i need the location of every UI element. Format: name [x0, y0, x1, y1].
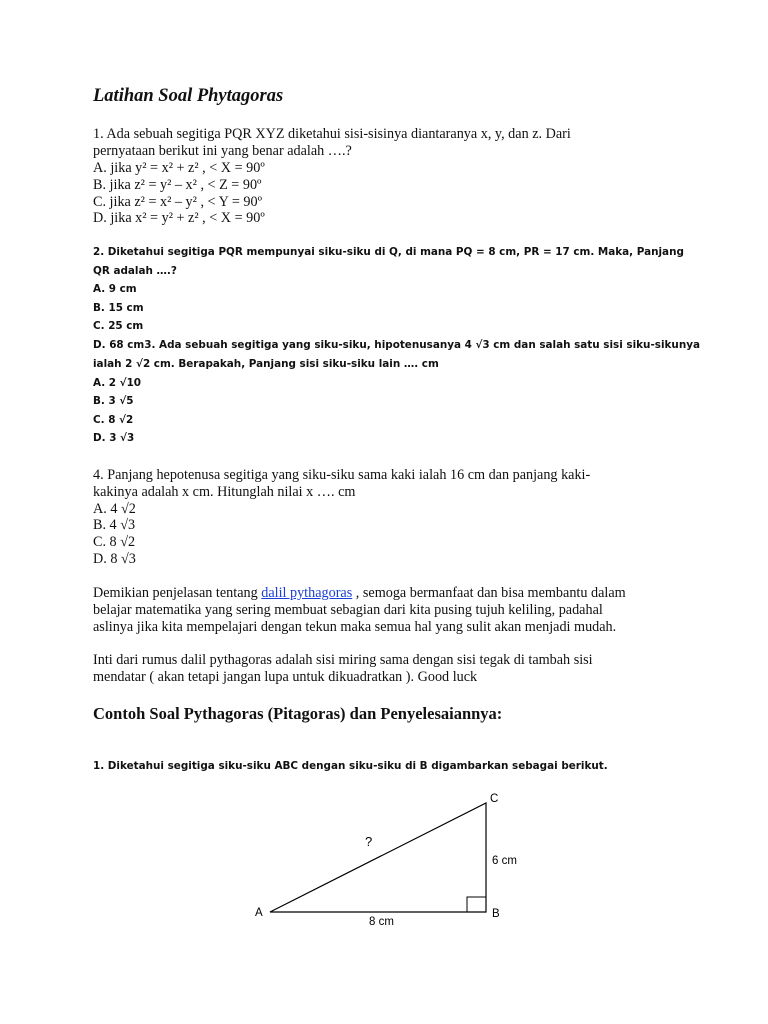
question-4-stem-line-1: 4. Panjang hepotenusa segitiga yang siku-siku sama kaki ialah 16 cm dan panjang kaki-	[93, 467, 591, 483]
question-2-option-d-line-1: D. 68 cm3. Ada sebuah segitiga yang siku-siku, hipotenusanya 4 √3 cm dan salah satu sisi siku-sikunya	[93, 339, 701, 351]
question-2-option-a: A. 9 cm	[93, 283, 137, 295]
question-2-option-b: B. 15 cm	[93, 302, 144, 314]
question-3-option-d: D. 3 √3	[93, 432, 135, 444]
question-1-option-d: D. jika x² = y² + z² , < X = 90º	[93, 210, 265, 226]
question-2-option-c: C. 25 cm	[93, 320, 144, 332]
question-3-option-b: B. 3 √5	[93, 395, 134, 407]
question-1-stem-line-2: pernyataan berikut ini yang benar adalah ….?	[93, 143, 352, 159]
side-label-bc: 6 cm	[492, 855, 517, 867]
example-1-text: 1. Diketahui segitiga siku-siku ABC dengan siku-siku di B digambarkan sebagai berikut.	[93, 760, 608, 772]
dalil-pythagoras-link[interactable]: dalil pythagoras	[261, 585, 353, 601]
question-2-stem-line-1: 2. Diketahui segitiga PQR mempunyai siku-siku di Q, di mana PQ = 8 cm, PR = 17 cm. Maka, Panjang	[93, 246, 684, 258]
question-4-option-d: D. 8 √3	[93, 551, 136, 567]
vertex-label-b: B	[492, 908, 500, 920]
closing-paragraph-text-before-link: Demikian penjelasan tentang	[93, 585, 262, 601]
side-label-ac-unknown: ?	[365, 834, 373, 849]
vertex-label-a: A	[255, 907, 263, 919]
vertex-label-c: C	[490, 793, 499, 805]
question-1-stem-line-1: 1. Ada sebuah segitiga PQR XYZ diketahui sisi-sisinya diantaranya x, y, dan z. Dari	[93, 126, 571, 142]
question-4-option-a: A. 4 √2	[93, 501, 136, 517]
question-2-stem-line-2: QR adalah ….?	[93, 265, 177, 277]
summary-paragraph-line-1: Inti dari rumus dalil pythagoras adalah sisi miring sama dengan sisi tegak di tambah sisi	[93, 652, 593, 668]
question-3-option-a: A. 2 √10	[93, 377, 142, 389]
question-3-option-c: C. 8 √2	[93, 414, 134, 426]
document-title: Latihan Soal Phytagoras	[93, 86, 284, 106]
closing-paragraph-text-after-link: , semoga bermanfaat dan bisa membantu dalam	[352, 585, 626, 601]
closing-paragraph-line-3: aslinya jika kita mempelajari dengan tekun maka semua hal yang sulit akan menjadi mudah.	[93, 619, 617, 635]
right-angle-marker	[467, 897, 486, 912]
summary-paragraph-line-2: mendatar ( akan tetapi jangan lupa untuk dikuadratkan ). Good luck	[93, 669, 478, 685]
question-1-option-a: A. jika y² = x² + z² , < X = 90º	[93, 160, 265, 176]
side-label-ab: 8 cm	[369, 916, 394, 928]
question-1-option-c: C. jika z² = x² – y² , < Y = 90º	[93, 194, 262, 210]
question-4-option-b: B. 4 √3	[93, 517, 136, 533]
section-heading: Contoh Soal Pythagoras (Pitagoras) dan Penyelesaiannya:	[93, 704, 503, 723]
closing-paragraph-line-2: belajar matematika yang sering membuat sebagian dari kita pusing tujuh keliling, padahal	[93, 602, 603, 618]
question-2-option-d-line-2: ialah 2 √2 cm. Berapakah, Panjang sisi siku-siku lain …. cm	[93, 358, 439, 370]
question-1-option-b: B. jika z² = y² – x² , < Z = 90º	[93, 177, 262, 193]
question-4-stem-line-2: kakinya adalah x cm. Hitunglah nilai x …. cm	[93, 484, 356, 500]
triangle-abc	[270, 803, 486, 912]
question-4-option-c: C. 8 √2	[93, 534, 136, 550]
